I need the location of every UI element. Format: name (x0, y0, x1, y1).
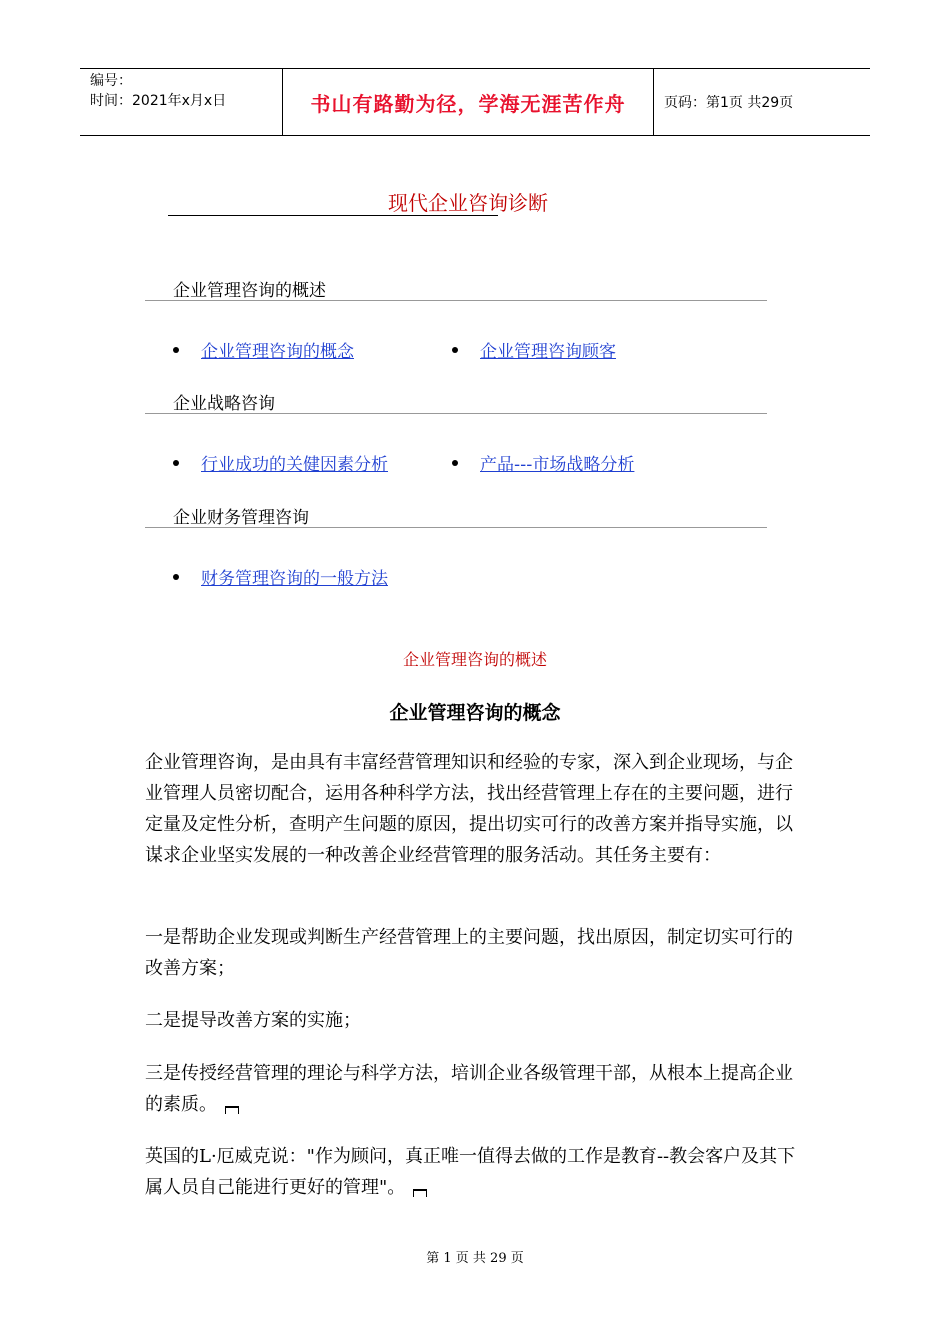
toc-item[interactable] (173, 450, 388, 475)
bullet-icon (173, 574, 179, 580)
paragraph-task-3-text: 三是传授经营管理的理论与科学方法，培训企业各级管理干部，从根本上提高企业的素质。 (145, 1063, 793, 1115)
toc-heading-overview: 企业管理咨询的概述 (173, 281, 326, 301)
toc-divider (145, 300, 767, 301)
subsection-title: 企业管理咨询的概念 (389, 702, 561, 724)
document-title: 现代企业咨询诊断 (388, 191, 548, 215)
title-underline (168, 215, 498, 216)
section-heading: 企业管理咨询的概述 (402, 650, 547, 669)
toc-link-concept[interactable]: 企业管理咨询的概念 (201, 342, 354, 362)
page-footer: 第 1 页 共 29 页 (426, 1251, 524, 1266)
document-header (80, 68, 870, 136)
header-meta-cell (80, 69, 282, 135)
toc-link-product-market[interactable]: 产品---市场战略分析 (480, 455, 635, 475)
motto-text: 书山有路勤为径，学海无涯苦作舟 (310, 91, 626, 116)
toc-divider (145, 413, 767, 414)
toc-item[interactable] (452, 450, 634, 475)
header-motto-cell (282, 69, 654, 135)
toc-link-success-factors[interactable]: 行业成功的关健因素分析 (201, 455, 388, 475)
toc-heading-finance: 企业财务管理咨询 (173, 508, 309, 528)
toc-divider (145, 527, 767, 528)
footnote-mark-icon (413, 1189, 427, 1197)
paragraph-quote-text: 英国的L·厄威克说："作为顾问，真正唯一值得去做的工作是教育--教会客户及其下属人员自己能进行更好的管理"。 (145, 1146, 796, 1198)
bullet-icon (452, 347, 458, 353)
bullet-icon (173, 347, 179, 353)
paragraph-task-2: 二是提导改善方案的实施； (145, 1010, 361, 1031)
header-page-cell (654, 69, 870, 135)
toc-item[interactable] (452, 337, 616, 362)
time-label: 时间：2021年x月x日 (90, 93, 227, 109)
paragraph-quote (145, 1141, 805, 1203)
bullet-icon (452, 460, 458, 466)
paragraph-task-1: 一是帮助企业发现或判断生产经营管理上的主要问题，找出原因，制定切实可行的改善方案； (145, 927, 793, 979)
bullet-icon (173, 460, 179, 466)
toc-heading-strategy: 企业战略咨询 (173, 394, 275, 414)
toc-item[interactable] (173, 337, 354, 362)
paragraph-task-3 (145, 1058, 805, 1120)
serial-label: 编号： (90, 73, 132, 89)
footnote-mark-icon (225, 1106, 239, 1114)
page-info: 页码：第1页 共29页 (664, 95, 794, 111)
paragraph-definition: 企业管理咨询，是由具有丰富经营管理知识和经验的专家，深入到企业现场，与企业管理人员密切配合，运用各种科学方法，找出经营管理上存在的主要问题，进行定量及定性分析，查明产生问题的原因，提出切实可行的改善方案并指导实施，以谋求企业坚实发展的一种改善企业经营管理的服务活动。其任务主要有： (145, 752, 793, 866)
toc-link-clients[interactable]: 企业管理咨询顾客 (480, 342, 616, 362)
toc-item[interactable] (173, 564, 388, 589)
toc-link-finance-methods[interactable]: 财务管理咨询的一般方法 (201, 569, 388, 589)
